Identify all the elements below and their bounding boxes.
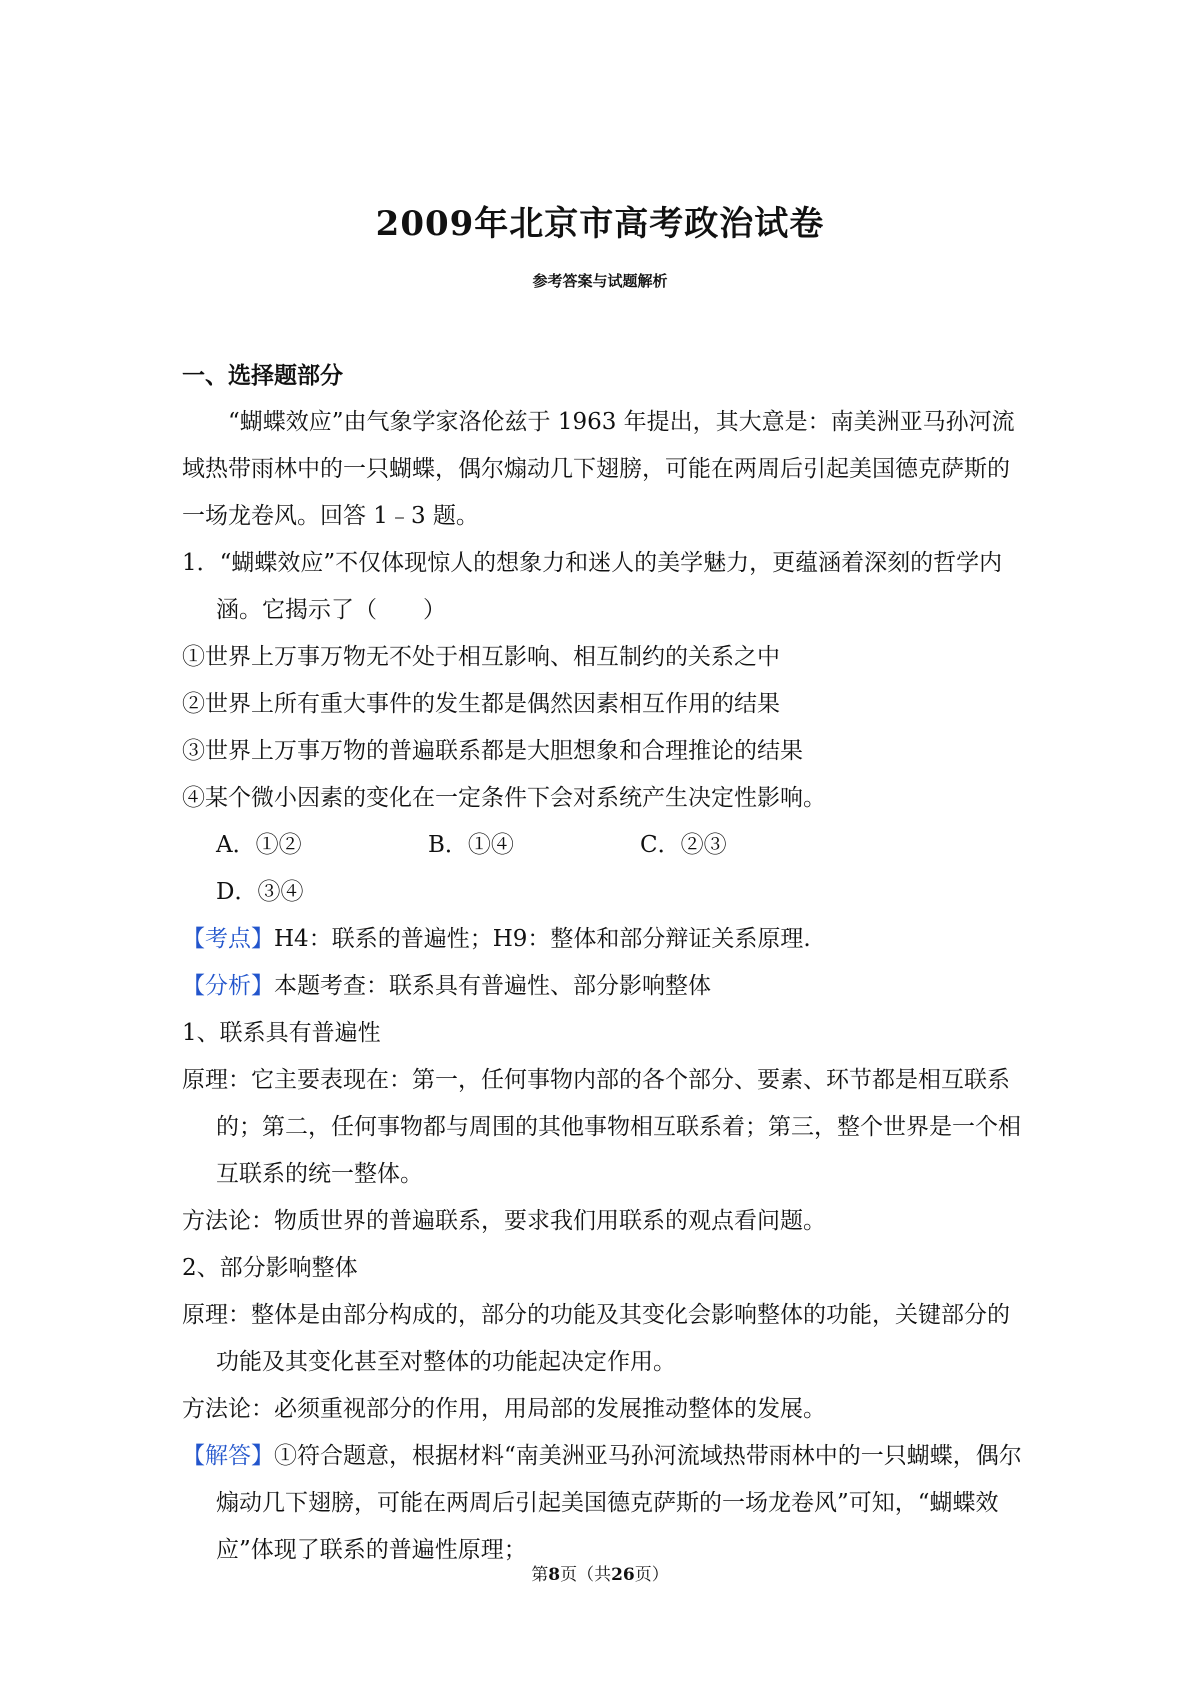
point2-method: 方法论：必须重视部分的作用，用局部的发展推动整体的发展。 <box>182 1396 826 1422</box>
footer-total-pages: 26 <box>611 1565 635 1585</box>
jieda-text: ①符合题意，根据材料“南美洲亚马孙河流域热带雨林中的一只蝴蝶，偶尔煽动几下翅膀，可能在两周后引起美国德克萨斯的一场龙卷风”可知，“蝴蝶效应”体现了联系的普遍性原理； <box>216 1443 1022 1563</box>
fenxi-line <box>182 963 1027 1010</box>
footer-suffix: 页） <box>634 1565 669 1585</box>
kaodian-line <box>182 916 1027 963</box>
point2-title: 2、部分影响整体 <box>182 1255 358 1281</box>
point1-title: 1、联系具有普遍性 <box>182 1020 381 1046</box>
statement-3: ③世界上万事万物的普遍联系都是大胆想象和合理推论的结果 <box>182 738 803 764</box>
section-heading: 一、选择题部分 <box>182 362 343 389</box>
jieda-tag: 【解答】 <box>182 1443 274 1469</box>
kaodian-text: H4：联系的普遍性；H9：整体和部分辩证关系原理. <box>274 926 811 952</box>
option-a: A．①② <box>216 832 302 858</box>
point1-method: 方法论：物质世界的普遍联系，要求我们用联系的观点看问题。 <box>182 1208 826 1234</box>
option-d: D．③④ <box>216 879 304 905</box>
option-c: C．②③ <box>640 832 727 858</box>
point2-principle: 原理：整体是由部分构成的，部分的功能及其变化会影响整体的功能，关键部分的功能及其变化甚至对整体的功能起决定作用。 <box>182 1302 1010 1375</box>
fenxi-text: 本题考查：联系具有普遍性、部分影响整体 <box>274 973 711 999</box>
statement-4: ④某个微小因素的变化在一定条件下会对系统产生决定性影响。 <box>182 785 826 811</box>
page-subtitle: 参考答案与试题解析 <box>532 272 668 290</box>
footer-middle: 页（共 <box>560 1565 612 1585</box>
jieda-line <box>182 1433 1027 1574</box>
document-body <box>182 352 1027 1574</box>
answer-options <box>182 822 1027 916</box>
option-b: B．①④ <box>428 832 514 858</box>
question-stem <box>182 540 1027 634</box>
fenxi-tag: 【分析】 <box>182 973 274 999</box>
page-footer <box>0 1560 1200 1585</box>
statement-2: ②世界上所有重大事件的发生都是偶然因素相互作用的结果 <box>182 691 780 717</box>
kaodian-tag: 【考点】 <box>182 926 274 952</box>
question-text: “蝴蝶效应”不仅体现惊人的想象力和迷人的美学魅力，更蕴涵着深刻的哲学内涵。它揭示了（ ） <box>216 550 1003 623</box>
footer-page-number: 8 <box>548 1565 561 1585</box>
question-number: 1． <box>182 550 220 576</box>
intro-paragraph: “蝴蝶效应”由气象学家洛伦兹于 1963 年提出，其大意是：南美洲亚马孙河流域热带雨林中的一只蝴蝶，偶尔煽动几下翅膀，可能在两周后引起美国德克萨斯的一场龙卷风。回答 1﹣3 题。 <box>182 409 1015 529</box>
page-title: 2009年北京市高考政治试卷 <box>375 204 825 244</box>
point1-principle: 原理：它主要表现在：第一，任何事物内部的各个部分、要素、环节都是相互联系的；第二，任何事物都与周围的其他事物相互联系着；第三，整个世界是一个相互联系的统一整体。 <box>182 1067 1021 1187</box>
footer-prefix: 第 <box>531 1565 549 1585</box>
statement-1: ①世界上万事万物无不处于相互影响、相互制约的关系之中 <box>182 644 780 670</box>
